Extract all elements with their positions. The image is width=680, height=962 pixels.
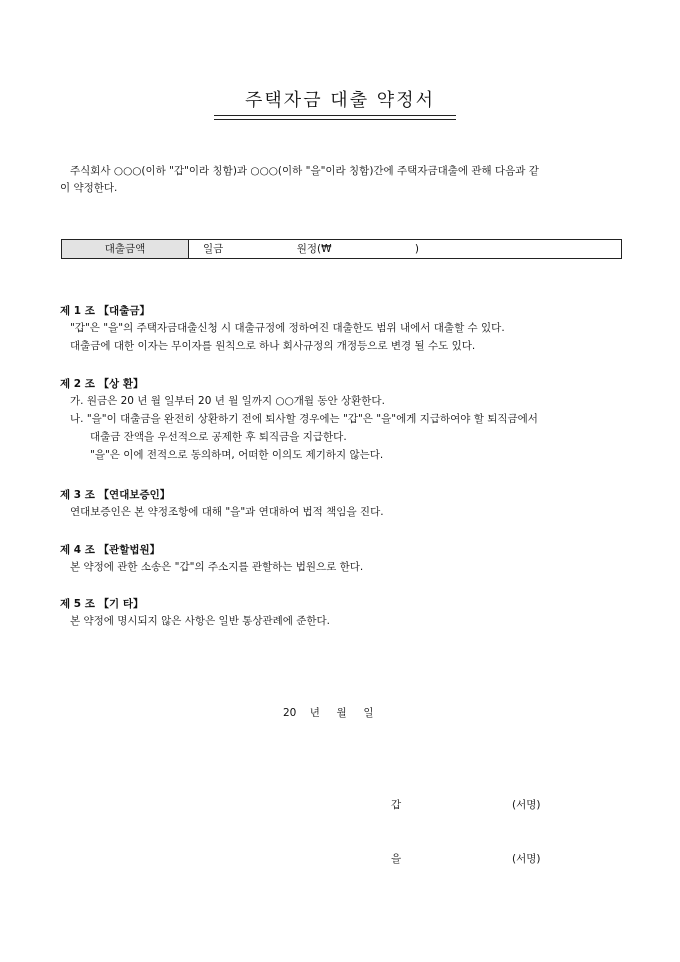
- title-underline-bottom: [214, 119, 456, 120]
- article-3-line-1: 연대보증인은 본 약정조항에 대해 "을"과 연대하여 법적 책임을 진다.: [70, 506, 384, 518]
- article-2-line-1: 가. 원금은 20 년 월 일부터 20 년 월 일까지 ○○개월 동안 상환한다.: [70, 395, 385, 407]
- loan-amount-table: [61, 239, 622, 259]
- intro-line-1: 주식회사 ○○○(이하 "갑"이라 칭함)과 ○○○(이하 "을"이라 칭함)간에 주택자금대출에 관해 다음과 같: [70, 165, 539, 177]
- article-4-heading: 제 4 조 【관할법원】: [60, 544, 161, 556]
- contract-date: 20 년 월 일: [283, 707, 374, 719]
- loan-amount-value: 일금 원정(₩ ): [203, 243, 420, 255]
- article-2-line-4: "을"은 이에 전적으로 동의하며, 어떠한 이의도 제기하지 않는다.: [90, 449, 384, 461]
- article-2-heading: 제 2 조 【상 환】: [60, 378, 144, 390]
- article-2-line-3: 대출금 잔액을 우선적으로 공제한 후 퇴직금을 지급한다.: [90, 431, 347, 443]
- intro-paragraph: [60, 163, 625, 197]
- signature-party-b: 을: [391, 853, 402, 865]
- article-1-line-1: "갑"은 "을"의 주택자금대출신청 시 대출규정에 정하여진 대출한도 범위 내에서 대출할 수 있다.: [70, 322, 505, 334]
- article-4: [60, 542, 630, 576]
- article-1: [60, 303, 630, 355]
- article-3-heading: 제 3 조 【연대보증인】: [60, 489, 171, 501]
- article-1-heading: 제 1 조 【대출금】: [60, 305, 150, 317]
- article-2-line-2: 나. "을"이 대출금을 완전히 상환하기 전에 퇴사할 경우에는 "갑"은 "을"에게 지급하여야 할 퇴직금에서: [70, 413, 538, 425]
- article-4-line-1: 본 약정에 관한 소송은 "갑"의 주소지를 관할하는 법원으로 한다.: [70, 561, 364, 573]
- signature-b-sign: (서명): [512, 853, 541, 865]
- article-5-heading: 제 5 조 【기 타】: [60, 598, 144, 610]
- loan-amount-label: 대출금액: [62, 240, 189, 258]
- document-title: 주택자금 대출 약정서: [245, 90, 435, 111]
- article-2: [60, 376, 630, 464]
- signature-party-a: 갑: [391, 799, 402, 811]
- article-5: [60, 596, 630, 630]
- intro-line-2: 이 약정한다.: [60, 182, 118, 194]
- article-1-line-2: 대출금에 대한 이자는 무이자를 원칙으로 하나 회사규정의 개정등으로 변경 될 수도 있다.: [70, 340, 476, 352]
- signature-a-sign: (서명): [512, 799, 541, 811]
- title-underline-top: [214, 115, 456, 116]
- article-3: [60, 487, 630, 521]
- article-5-line-1: 본 약정에 명시되지 않은 사항은 일반 통상관례에 준한다.: [70, 615, 330, 627]
